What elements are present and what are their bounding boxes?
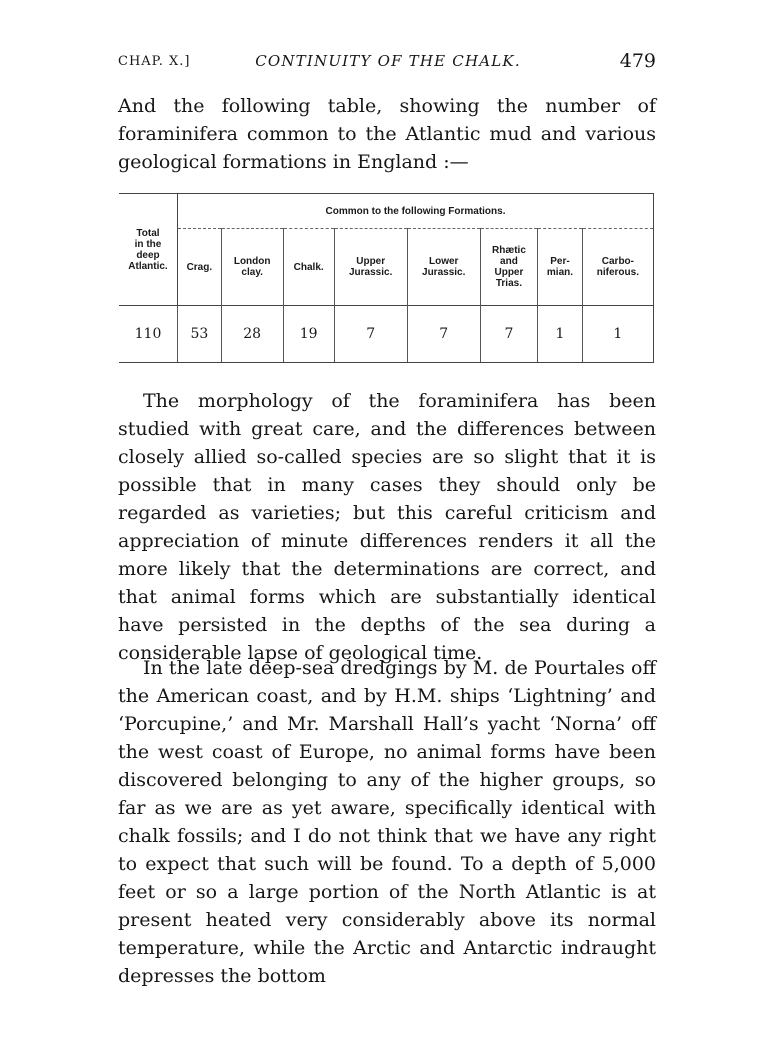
column-header-crag: Crag. — [178, 229, 222, 306]
intro-paragraph: And the following table, showing the number of foraminifera common to the Atlantic mud and various geological formations in England :— — [118, 95, 656, 173]
chapter-label: CHAP. X.] — [118, 54, 191, 69]
foraminifera-table — [119, 193, 654, 362]
table-cell: 1 — [538, 306, 583, 363]
table-cell: 7 — [334, 306, 407, 363]
table-row — [119, 306, 654, 363]
body-paragraph: The morphology of the foraminifera has been studied with great care, and the differences between closely allied so-called species are so slight that it is possible that in many cases they should only be regarded as varieties; but this careful criticism and appreciation of minute differences renders it all the more likely that the determinations are correct, and that animal forms which are substantially identical have persisted in the depths of the sea during a considerable lapse of geological time. — [118, 390, 656, 664]
page-number: 479 — [619, 50, 656, 72]
column-header-london-clay: London clay. — [221, 229, 283, 306]
running-head — [118, 50, 658, 74]
table-cell: 19 — [283, 306, 334, 363]
column-header-chalk: Chalk. — [283, 229, 334, 306]
formations-table — [119, 193, 654, 363]
table-cell: 1 — [582, 306, 653, 363]
table-cell: 7 — [480, 306, 537, 363]
column-header-carboniferous: Carbo- niferous. — [582, 229, 653, 306]
table-cell: 7 — [407, 306, 480, 363]
running-title: CONTINUITY OF THE CHALK. — [255, 52, 521, 70]
column-header-lower-jurassic: Lower Jurassic. — [407, 229, 480, 306]
column-header-permian: Per- mian. — [538, 229, 583, 306]
column-header-upper-jurassic: Upper Jurassic. — [334, 229, 407, 306]
body-paragraph: In the late deep-sea dredgings by M. de Pourtales off the American coast, and by H.M. ships ‘Lightning’ and ‘Porcupine,’ and Mr. Marshall Hall’s yacht ‘Norna’ off the west coast of Europe, no animal forms have been discovered belonging to any of the higher groups, so far as we are as yet aware, specifically identical with chalk fossils; and I do not think that we have any right to expect that such will be found. To a depth of 5,000 feet or so a large portion of the North Atlantic is at present heated very considerably above its normal temperature, while the Arctic and Antarctic indraught depresses the bottom — [118, 657, 656, 987]
group-header: Common to the following Formations. — [178, 194, 654, 229]
table-cell: 28 — [221, 306, 283, 363]
total-header: Total in the deep Atlantic. — [119, 194, 178, 306]
column-header-rhaetic-trias: Rhætic and Upper Trias. — [480, 229, 537, 306]
table-cell: 53 — [178, 306, 222, 363]
total-value: 110 — [119, 306, 178, 363]
